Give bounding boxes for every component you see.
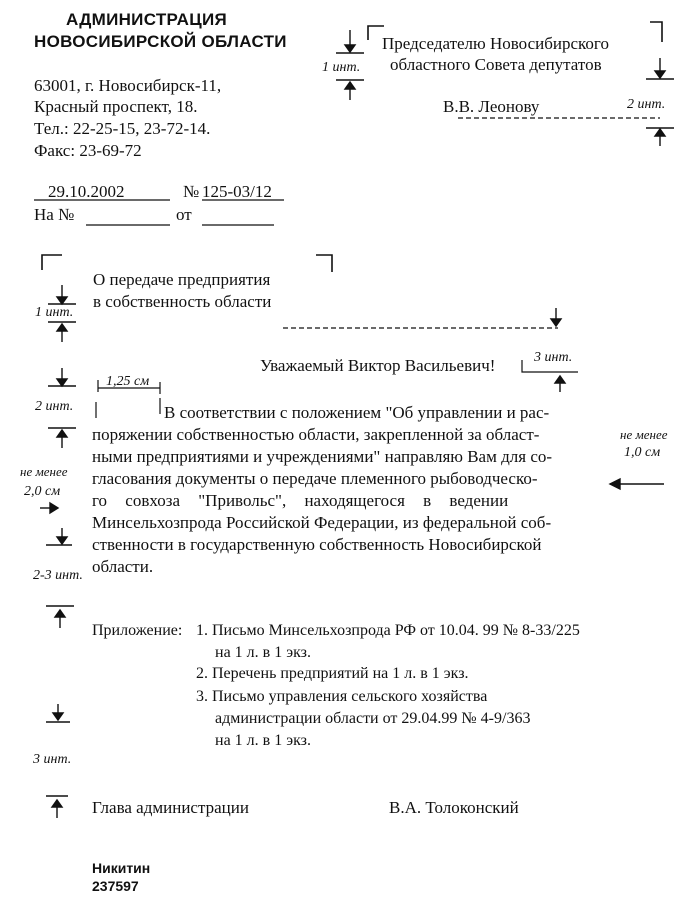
body-line-5: го совхоза "Привольс", находящегося в ведении bbox=[92, 491, 509, 510]
annotation-3-interval-greeting: 3 инт. bbox=[534, 350, 573, 365]
annotation-2-interval-left: 2 инт. bbox=[35, 399, 74, 414]
body-line-7: ственности в государственную собственность Новосибирской bbox=[92, 535, 542, 554]
addressee-name: В.В. Леонову bbox=[443, 97, 540, 116]
subject-corner-top-right bbox=[316, 255, 332, 272]
reference-label: На № bbox=[34, 205, 75, 224]
registration-number-sign: № bbox=[183, 182, 200, 201]
attachment-3-line1: 3. Письмо управления сельского хозяйства bbox=[196, 688, 488, 705]
executor-phone: 237597 bbox=[92, 878, 139, 894]
sender-fax: Факс: 23-69-72 bbox=[34, 141, 142, 160]
addressee-line2: областного Совета депутатов bbox=[390, 55, 602, 74]
sender-phone: Тел.: 22-25-15, 23-72-14. bbox=[34, 119, 211, 138]
org-name-line2: НОВОСИБИРСКОЙ ОБЛАСТИ bbox=[34, 32, 287, 51]
annotation-min-left-1: не менее bbox=[20, 464, 68, 479]
attachment-3-line3: на 1 л. в 1 экз. bbox=[215, 732, 311, 749]
indent-measure bbox=[98, 380, 160, 394]
annotation-min-right-2: 1,0 см bbox=[624, 445, 661, 460]
greeting-mark bbox=[522, 360, 578, 372]
sender-address-line1: 63001, г. Новосибирск-11, bbox=[34, 76, 222, 95]
registration-number: 125-03/12 bbox=[202, 182, 272, 201]
reference-from-label: от bbox=[176, 205, 192, 224]
annotation-min-left-2: 2,0 см bbox=[24, 484, 61, 499]
attachment-1-line2: на 1 л. в 1 экз. bbox=[215, 644, 311, 661]
registration-date: 29.10.2002 bbox=[48, 182, 125, 201]
annotation-min-right-1: не менее bbox=[620, 427, 668, 442]
addressee-corner-top-right bbox=[650, 22, 662, 42]
annotation-3-interval-bottom: 3 инт. bbox=[33, 752, 72, 767]
attachment-2: 2. Перечень предприятий на 1 л. в 1 экз. bbox=[196, 665, 469, 682]
annotation-indent: 1,25 см bbox=[106, 374, 150, 389]
annotation-2-3-interval: 2-3 инт. bbox=[33, 568, 83, 583]
addressee-line1: Председателю Новосибирского bbox=[382, 34, 609, 53]
sender-address-line2: Красный проспект, 18. bbox=[34, 97, 198, 116]
subject-line2: в собственность области bbox=[93, 292, 272, 311]
body-line-2: поряжении собственностью области, закрепленной за област- bbox=[92, 425, 540, 444]
attachment-1-line1: 1. Письмо Минсельхозпрода РФ от 10.04. 99 № 8-33/225 bbox=[196, 622, 580, 639]
greeting: Уважаемый Виктор Васильевич! bbox=[260, 356, 496, 375]
body-line-8: области. bbox=[92, 557, 154, 576]
subject-line1: О передаче предприятия bbox=[93, 270, 271, 289]
addressee-corner-top-left bbox=[368, 26, 384, 40]
body-line-3: ными предприятиями и учреждениями" направляю Вам для со- bbox=[92, 447, 553, 466]
body-line-1: В соответствии с положением "Об управлении и рас- bbox=[164, 403, 550, 422]
executor-name: Никитин bbox=[92, 860, 151, 876]
body-line-6: Минсельхозпрода Российской Федерации, из федеральной соб- bbox=[92, 513, 552, 532]
body-line-4: гласования документы о передаче племенного рыбоводческо- bbox=[92, 469, 538, 488]
annotation-1-interval-top: 1 инт. bbox=[322, 60, 361, 75]
attachment-3-line2: администрации области от 29.04.99 № 4-9/363 bbox=[215, 710, 531, 727]
attachments-label: Приложение: bbox=[92, 622, 183, 639]
org-name-line1: АДМИНИСТРАЦИЯ bbox=[66, 10, 228, 29]
signature-name: В.А. Толоконский bbox=[389, 798, 519, 817]
signature-title: Глава администрации bbox=[92, 798, 249, 817]
annotation-1-interval-left: 1 инт. bbox=[35, 305, 74, 320]
subject-corner-top-left bbox=[42, 255, 62, 270]
annotation-2-interval-right: 2 инт. bbox=[627, 97, 666, 112]
